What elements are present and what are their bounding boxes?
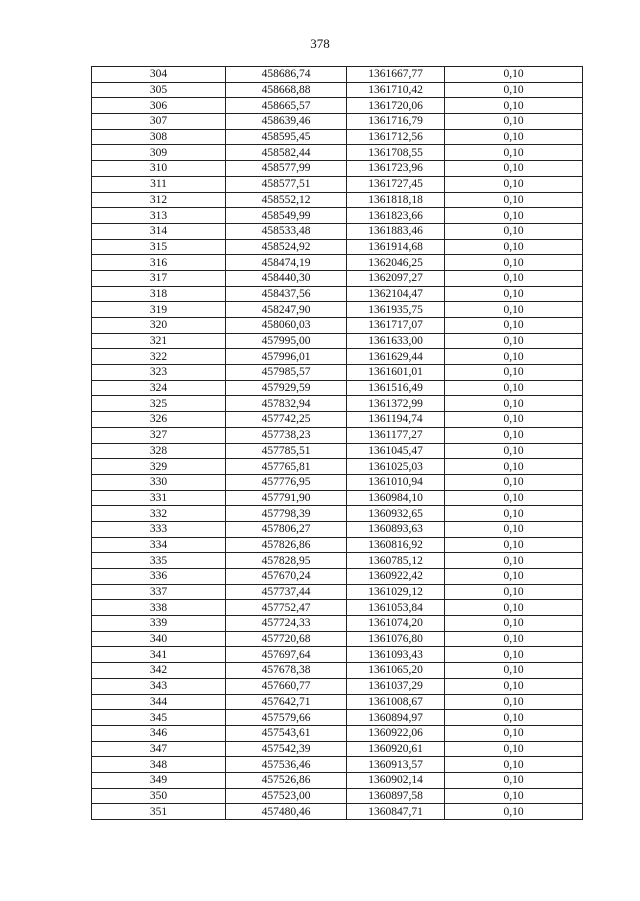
table-row [92,333,583,349]
point-number-cell: 337 [92,584,226,600]
value-cell: 0,10 [445,757,583,773]
x-coordinate-cell: 458686,74 [226,67,347,83]
x-coordinate-cell: 458595,45 [226,129,347,145]
y-coordinate-cell: 1361633,00 [347,333,445,349]
x-coordinate-cell: 457660,77 [226,678,347,694]
point-number-cell: 349 [92,772,226,788]
point-number-cell: 329 [92,459,226,475]
y-coordinate-cell: 1361372,99 [347,396,445,412]
point-number-cell: 328 [92,443,226,459]
value-cell: 0,10 [445,804,583,820]
y-coordinate-cell: 1361727,45 [347,176,445,192]
table-row [92,239,583,255]
table-row [92,459,583,475]
table-row [92,192,583,208]
x-coordinate-cell: 458552,12 [226,192,347,208]
x-coordinate-cell: 457670,24 [226,569,347,585]
coordinates-table-body [92,67,583,820]
x-coordinate-cell: 457678,38 [226,663,347,679]
y-coordinate-cell: 1361935,75 [347,302,445,318]
x-coordinate-cell: 458247,90 [226,302,347,318]
x-coordinate-cell: 457526,86 [226,772,347,788]
value-cell: 0,10 [445,176,583,192]
y-coordinate-cell: 1361720,06 [347,98,445,114]
value-cell: 0,10 [445,365,583,381]
y-coordinate-cell: 1361045,47 [347,443,445,459]
x-coordinate-cell: 457995,00 [226,333,347,349]
y-coordinate-cell: 1361667,77 [347,67,445,83]
y-coordinate-cell: 1360902,14 [347,772,445,788]
value-cell: 0,10 [445,474,583,490]
value-cell: 0,10 [445,710,583,726]
point-number-cell: 330 [92,474,226,490]
x-coordinate-cell: 458668,88 [226,82,347,98]
y-coordinate-cell: 1361516,49 [347,380,445,396]
point-number-cell: 307 [92,114,226,130]
x-coordinate-cell: 457828,95 [226,553,347,569]
table-row [92,600,583,616]
x-coordinate-cell: 457785,51 [226,443,347,459]
point-number-cell: 306 [92,98,226,114]
point-number-cell: 308 [92,129,226,145]
table-row [92,270,583,286]
y-coordinate-cell: 1361008,67 [347,694,445,710]
table-row [92,255,583,271]
value-cell: 0,10 [445,67,583,83]
value-cell: 0,10 [445,208,583,224]
point-number-cell: 331 [92,490,226,506]
table-row [92,302,583,318]
point-number-cell: 315 [92,239,226,255]
table-row [92,176,583,192]
table-row [92,521,583,537]
x-coordinate-cell: 458582,44 [226,145,347,161]
table-row [92,145,583,161]
x-coordinate-cell: 457806,27 [226,521,347,537]
point-number-cell: 350 [92,788,226,804]
value-cell: 0,10 [445,772,583,788]
point-number-cell: 319 [92,302,226,318]
table-row [92,569,583,585]
y-coordinate-cell: 1362097,27 [347,270,445,286]
value-cell: 0,10 [445,380,583,396]
y-coordinate-cell: 1361717,07 [347,318,445,334]
point-number-cell: 318 [92,286,226,302]
point-number-cell: 309 [92,145,226,161]
x-coordinate-cell: 457543,61 [226,725,347,741]
y-coordinate-cell: 1361716,79 [347,114,445,130]
table-row [92,788,583,804]
value-cell: 0,10 [445,318,583,334]
point-number-cell: 343 [92,678,226,694]
x-coordinate-cell: 457996,01 [226,349,347,365]
point-number-cell: 322 [92,349,226,365]
x-coordinate-cell: 457765,81 [226,459,347,475]
x-coordinate-cell: 458440,30 [226,270,347,286]
y-coordinate-cell: 1360893,63 [347,521,445,537]
y-coordinate-cell: 1361053,84 [347,600,445,616]
table-row [92,772,583,788]
y-coordinate-cell: 1360847,71 [347,804,445,820]
table-row [92,208,583,224]
point-number-cell: 342 [92,663,226,679]
value-cell: 0,10 [445,114,583,130]
y-coordinate-cell: 1361723,96 [347,161,445,177]
point-number-cell: 311 [92,176,226,192]
y-coordinate-cell: 1361065,20 [347,663,445,679]
x-coordinate-cell: 457929,59 [226,380,347,396]
value-cell: 0,10 [445,678,583,694]
y-coordinate-cell: 1361177,27 [347,427,445,443]
value-cell: 0,10 [445,725,583,741]
value-cell: 0,10 [445,569,583,585]
value-cell: 0,10 [445,145,583,161]
point-number-cell: 341 [92,647,226,663]
value-cell: 0,10 [445,239,583,255]
value-cell: 0,10 [445,129,583,145]
y-coordinate-cell: 1360913,57 [347,757,445,773]
x-coordinate-cell: 457542,39 [226,741,347,757]
value-cell: 0,10 [445,553,583,569]
point-number-cell: 304 [92,67,226,83]
coordinates-table [91,66,583,820]
y-coordinate-cell: 1361710,42 [347,82,445,98]
point-number-cell: 326 [92,412,226,428]
x-coordinate-cell: 458533,48 [226,223,347,239]
x-coordinate-cell: 458524,92 [226,239,347,255]
point-number-cell: 317 [92,270,226,286]
point-number-cell: 327 [92,427,226,443]
x-coordinate-cell: 457776,95 [226,474,347,490]
value-cell: 0,10 [445,741,583,757]
table-row [92,427,583,443]
y-coordinate-cell: 1360920,61 [347,741,445,757]
point-number-cell: 310 [92,161,226,177]
x-coordinate-cell: 457738,23 [226,427,347,443]
y-coordinate-cell: 1361629,44 [347,349,445,365]
value-cell: 0,10 [445,584,583,600]
table-row [92,757,583,773]
value-cell: 0,10 [445,694,583,710]
value-cell: 0,10 [445,459,583,475]
point-number-cell: 312 [92,192,226,208]
y-coordinate-cell: 1362046,25 [347,255,445,271]
value-cell: 0,10 [445,396,583,412]
value-cell: 0,10 [445,616,583,632]
point-number-cell: 338 [92,600,226,616]
table-row [92,114,583,130]
y-coordinate-cell: 1361010,94 [347,474,445,490]
table-row [92,663,583,679]
point-number-cell: 332 [92,506,226,522]
table-row [92,678,583,694]
table-row [92,647,583,663]
value-cell: 0,10 [445,521,583,537]
point-number-cell: 313 [92,208,226,224]
point-number-cell: 314 [92,223,226,239]
x-coordinate-cell: 457720,68 [226,631,347,647]
table-row [92,694,583,710]
table-row [92,318,583,334]
y-coordinate-cell: 1360922,06 [347,725,445,741]
y-coordinate-cell: 1360785,12 [347,553,445,569]
point-number-cell: 316 [92,255,226,271]
point-number-cell: 340 [92,631,226,647]
table-row [92,98,583,114]
x-coordinate-cell: 457791,90 [226,490,347,506]
x-coordinate-cell: 457480,46 [226,804,347,820]
table-row [92,365,583,381]
x-coordinate-cell: 457724,33 [226,616,347,632]
table-row [92,537,583,553]
x-coordinate-cell: 458060,03 [226,318,347,334]
x-coordinate-cell: 457697,64 [226,647,347,663]
x-coordinate-cell: 457536,46 [226,757,347,773]
y-coordinate-cell: 1361818,18 [347,192,445,208]
x-coordinate-cell: 457798,39 [226,506,347,522]
x-coordinate-cell: 458577,99 [226,161,347,177]
table-row [92,631,583,647]
point-number-cell: 348 [92,757,226,773]
table-row [92,553,583,569]
y-coordinate-cell: 1362104,47 [347,286,445,302]
table-row [92,616,583,632]
x-coordinate-cell: 457579,66 [226,710,347,726]
y-coordinate-cell: 1361029,12 [347,584,445,600]
point-number-cell: 320 [92,318,226,334]
point-number-cell: 339 [92,616,226,632]
y-coordinate-cell: 1361708,55 [347,145,445,161]
page-number: 378 [310,36,330,51]
value-cell: 0,10 [445,663,583,679]
point-number-cell: 334 [92,537,226,553]
x-coordinate-cell: 457642,71 [226,694,347,710]
y-coordinate-cell: 1361194,74 [347,412,445,428]
table-row [92,584,583,600]
x-coordinate-cell: 457826,86 [226,537,347,553]
y-coordinate-cell: 1361601,01 [347,365,445,381]
table-row [92,67,583,83]
table-row [92,223,583,239]
value-cell: 0,10 [445,788,583,804]
point-number-cell: 347 [92,741,226,757]
table-row [92,412,583,428]
y-coordinate-cell: 1361025,03 [347,459,445,475]
y-coordinate-cell: 1361823,66 [347,208,445,224]
value-cell: 0,10 [445,161,583,177]
table-row [92,286,583,302]
value-cell: 0,10 [445,302,583,318]
point-number-cell: 335 [92,553,226,569]
y-coordinate-cell: 1361074,20 [347,616,445,632]
y-coordinate-cell: 1360922,42 [347,569,445,585]
x-coordinate-cell: 458577,51 [226,176,347,192]
table-row [92,725,583,741]
table-row [92,161,583,177]
x-coordinate-cell: 457985,57 [226,365,347,381]
table-row [92,443,583,459]
x-coordinate-cell: 457523,00 [226,788,347,804]
x-coordinate-cell: 458665,57 [226,98,347,114]
x-coordinate-cell: 457737,44 [226,584,347,600]
x-coordinate-cell: 457832,94 [226,396,347,412]
table-row [92,741,583,757]
table-row [92,710,583,726]
y-coordinate-cell: 1361076,80 [347,631,445,647]
y-coordinate-cell: 1361914,68 [347,239,445,255]
point-number-cell: 333 [92,521,226,537]
value-cell: 0,10 [445,490,583,506]
table-row [92,129,583,145]
value-cell: 0,10 [445,286,583,302]
value-cell: 0,10 [445,600,583,616]
value-cell: 0,10 [445,270,583,286]
value-cell: 0,10 [445,443,583,459]
table-row [92,349,583,365]
value-cell: 0,10 [445,255,583,271]
value-cell: 0,10 [445,98,583,114]
table-row [92,82,583,98]
table-row [92,474,583,490]
value-cell: 0,10 [445,82,583,98]
y-coordinate-cell: 1360897,58 [347,788,445,804]
value-cell: 0,10 [445,427,583,443]
y-coordinate-cell: 1361037,29 [347,678,445,694]
y-coordinate-cell: 1360984,10 [347,490,445,506]
table-row [92,804,583,820]
value-cell: 0,10 [445,631,583,647]
value-cell: 0,10 [445,537,583,553]
table-row [92,506,583,522]
y-coordinate-cell: 1361712,56 [347,129,445,145]
x-coordinate-cell: 458437,56 [226,286,347,302]
table-row [92,396,583,412]
point-number-cell: 336 [92,569,226,585]
y-coordinate-cell: 1360932,65 [347,506,445,522]
value-cell: 0,10 [445,349,583,365]
y-coordinate-cell: 1360894,97 [347,710,445,726]
point-number-cell: 346 [92,725,226,741]
value-cell: 0,10 [445,647,583,663]
table-row [92,380,583,396]
value-cell: 0,10 [445,192,583,208]
value-cell: 0,10 [445,506,583,522]
point-number-cell: 344 [92,694,226,710]
x-coordinate-cell: 457742,25 [226,412,347,428]
table-row [92,490,583,506]
y-coordinate-cell: 1361093,43 [347,647,445,663]
value-cell: 0,10 [445,333,583,349]
y-coordinate-cell: 1360816,92 [347,537,445,553]
point-number-cell: 323 [92,365,226,381]
point-number-cell: 345 [92,710,226,726]
x-coordinate-cell: 458549,99 [226,208,347,224]
point-number-cell: 351 [92,804,226,820]
point-number-cell: 305 [92,82,226,98]
point-number-cell: 325 [92,396,226,412]
value-cell: 0,10 [445,412,583,428]
x-coordinate-cell: 458474,19 [226,255,347,271]
x-coordinate-cell: 457752,47 [226,600,347,616]
point-number-cell: 324 [92,380,226,396]
point-number-cell: 321 [92,333,226,349]
value-cell: 0,10 [445,223,583,239]
x-coordinate-cell: 458639,46 [226,114,347,130]
y-coordinate-cell: 1361883,46 [347,223,445,239]
